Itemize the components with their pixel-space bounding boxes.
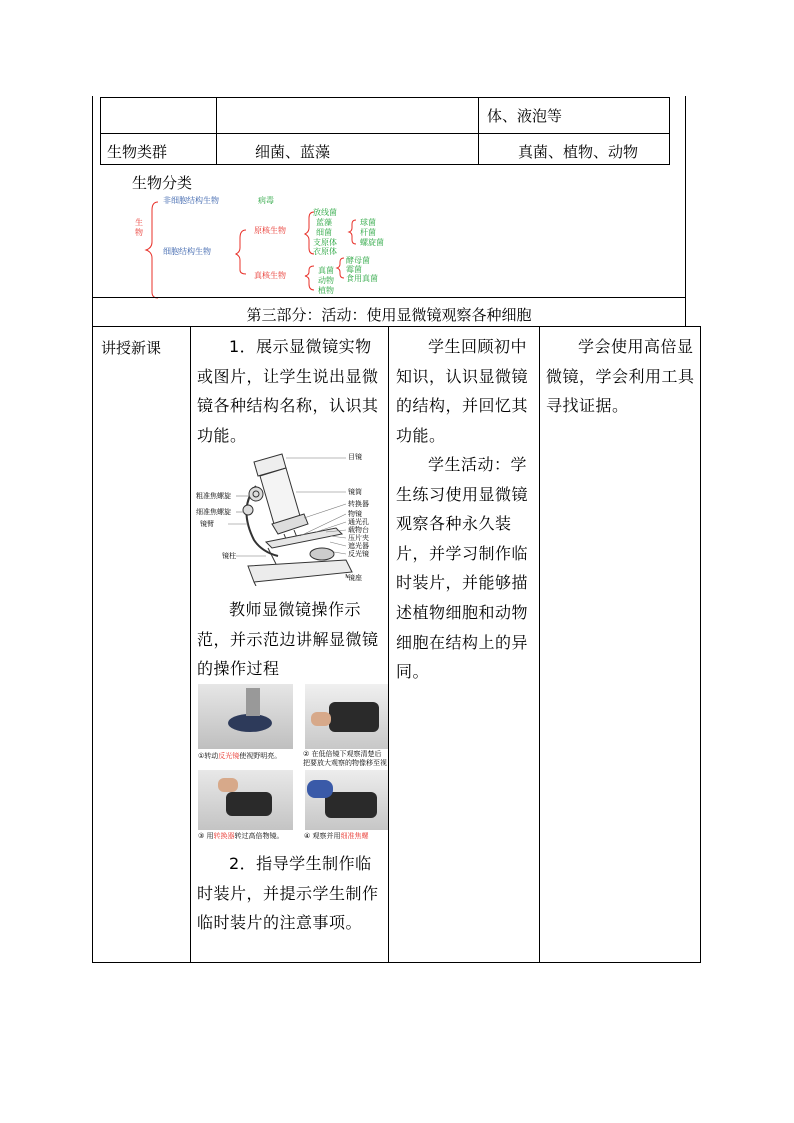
table-border <box>700 326 701 963</box>
mirror-shape <box>228 714 272 732</box>
table-border <box>190 326 191 963</box>
prokaryote-label: 原核生物 <box>254 226 286 235</box>
pro-item: 细菌 <box>316 228 332 237</box>
hand-shape <box>311 712 331 726</box>
table-border <box>539 326 540 963</box>
table-border <box>100 97 101 165</box>
table-border <box>388 326 389 963</box>
label-nosepiece: 转换器 <box>348 500 369 508</box>
eukaryote-label: 真核生物 <box>254 271 286 280</box>
euk-item: 动物 <box>318 276 334 285</box>
bacteria-type: 球菌 <box>360 218 376 227</box>
label-base: 镜座 <box>348 574 362 582</box>
photo-low-power <box>305 684 388 749</box>
photo-mirror <box>198 684 293 749</box>
student-review: 学生回顾初中知识，认识显微镜的结构，并回忆其功能。 <box>396 337 529 445</box>
fungi-type: 酵母菌 <box>346 256 370 265</box>
pillar-shape <box>246 688 260 716</box>
pro-item: 蓝藻 <box>316 218 332 227</box>
section-title: 第三部分：活动：使用显微镜观察各种细胞 <box>246 306 532 324</box>
cellular-label: 细胞结构生物 <box>163 247 211 256</box>
pro-item: 衣原体 <box>313 247 337 256</box>
learning-goal: 学会使用高倍显微镜，学会利用工具寻找证据。 <box>546 337 695 416</box>
table-border <box>92 96 93 327</box>
table-border <box>685 96 686 327</box>
table-border <box>478 97 479 165</box>
stage-shape <box>226 792 272 816</box>
hand-shape <box>218 778 238 792</box>
table-border <box>100 164 670 165</box>
fungi-type: 霉菌 <box>346 265 362 274</box>
caption-step-1: ①转动反光镜使视野明亮。 <box>198 752 282 760</box>
label-diaphragm: 遮光器 <box>348 542 369 550</box>
euk-item: 真菌 <box>318 266 334 275</box>
cell-group-label: 生物类群 <box>107 143 168 161</box>
label-eyepiece: 目镜 <box>348 453 362 461</box>
table-border <box>100 133 670 134</box>
pro-item: 放线菌 <box>313 208 337 217</box>
stage-shape <box>329 702 379 732</box>
cell-organelle-tail: 体、液泡等 <box>487 107 563 125</box>
label-objective: 物镜 <box>348 510 362 518</box>
photo-fine-focus <box>305 770 388 830</box>
non-cellular-label: 非细胞结构生物 <box>163 196 219 205</box>
label-arm: 镜臂 <box>200 520 214 528</box>
root-char-1: 生 <box>135 218 143 227</box>
virus-label: 病毒 <box>258 196 274 205</box>
caption-step-3: ③ 用转换器转过高倍物镜。 <box>198 832 284 840</box>
root-char-2: 物 <box>135 228 143 237</box>
table-border <box>669 97 670 165</box>
sleeve-shape <box>307 780 333 798</box>
bacteria-type: 杆菌 <box>360 228 376 237</box>
stage-label: 讲授新课 <box>101 339 162 357</box>
bacteria-type: 螺旋菌 <box>360 238 384 247</box>
label-stage: 载物台 <box>348 526 369 534</box>
caption-step-2: ② 在低倍镜下观察清楚后 把要放大观察的物像移至视 <box>303 750 387 767</box>
cell-prokaryote-examples: 细菌、蓝藻 <box>255 143 331 161</box>
label-aperture: 通光孔 <box>348 518 369 526</box>
label-coarse-adjust: 粗准焦螺旋 <box>196 492 231 500</box>
microscope-figure <box>196 448 382 586</box>
cell-eukaryote-examples: 真菌、植物、动物 <box>518 143 639 161</box>
table-border <box>92 962 701 963</box>
teacher-step-2: 2．指导学生制作临时装片，并提示学生制作临时装片的注意事项。 <box>197 854 379 933</box>
label-pillar: 镜柱 <box>222 552 236 560</box>
label-fine-adjust: 细准焦螺旋 <box>196 508 231 516</box>
student-activity: 学生活动：学生练习使用显微镜观察各种永久装片，并学习制作临时装片，并能够描述植物细胞和动物细胞在结构上的异同。 <box>396 455 529 682</box>
pro-item: 支原体 <box>313 238 337 247</box>
euk-item: 植物 <box>318 286 334 295</box>
photo-nosepiece <box>198 770 293 830</box>
table-border <box>92 326 701 327</box>
label-clip: 压片夹 <box>348 534 369 542</box>
caption-step-4: ④ 观察并用细准焦螺 <box>304 832 369 840</box>
teacher-demo: 教师显微镜操作示范，并示范边讲解显微镜的操作过程 <box>197 600 379 679</box>
table-border <box>92 326 93 963</box>
fungi-type: 食用真菌 <box>346 274 378 283</box>
label-mirror: 反光镜 <box>348 550 369 558</box>
classification-heading: 生物分类 <box>132 174 193 192</box>
stage-shape <box>325 792 377 818</box>
table-border <box>100 97 670 98</box>
table-border <box>216 97 217 165</box>
teacher-step-1: 1．展示显微镜实物或图片，让学生说出显微镜各种结构名称，认识其功能。 <box>197 337 379 445</box>
table-border <box>92 297 686 298</box>
label-tube: 镜筒 <box>348 488 362 496</box>
